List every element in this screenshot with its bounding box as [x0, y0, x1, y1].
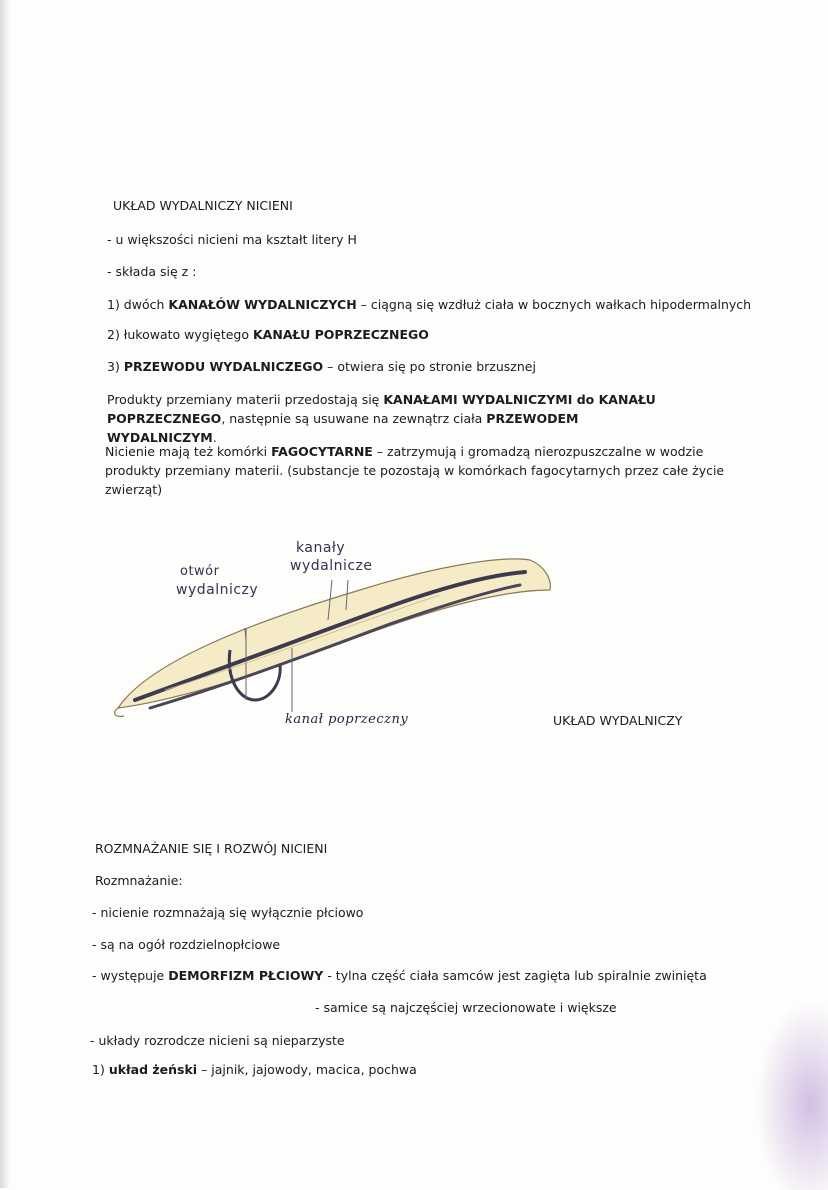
- paragraph-text: .: [212, 430, 217, 445]
- text-line: - są na ogół rozdzielnopłciowe: [92, 937, 281, 952]
- list-item-bold: KANAŁU POPRZECZNEGO: [253, 327, 429, 342]
- line-prefix: - występuje: [92, 968, 169, 983]
- paragraph-bold: FAGOCYTARNE: [271, 444, 373, 459]
- label-kanaly-line1: kanały: [296, 540, 346, 556]
- list-item-prefix: 1) dwóch: [107, 297, 169, 312]
- text-line: - układy rozrodcze nicieni są nieparzyste: [90, 1033, 345, 1048]
- text-line: - samice są najczęściej wrzecionowate i większe: [315, 1000, 617, 1015]
- list-item-rest: – otwiera się po stronie brzusznej: [323, 359, 536, 374]
- paragraph-bold: PRZEWODEM WYDALNICZYM: [107, 411, 579, 445]
- text-line: - nicienie rozmnażają się wyłącznie płciowo: [92, 905, 364, 920]
- label-kanal-poprzeczny: kanał poprzeczny: [285, 712, 409, 727]
- list-item-bold: KANAŁÓW WYDALNICZYCH: [168, 297, 357, 312]
- figure-caption: UKŁAD WYDALNICZY: [553, 713, 683, 728]
- section-title-excretory: UKŁAD WYDALNICZY NICIENI: [113, 198, 293, 213]
- paragraph-text: Nicienie mają też komórki: [105, 444, 272, 459]
- text-line-dimorphism: [92, 968, 707, 983]
- line-bold: układ żeński: [108, 1062, 198, 1077]
- line-rest: - tylna część ciała samców jest zagięta lub spiralnie zwinięta: [323, 968, 707, 983]
- list-item-bold: PRZEWODU WYDALNICZEGO: [123, 359, 324, 374]
- label-otwor-line1: otwór: [180, 564, 220, 579]
- text-line: - u większości nicieni ma kształt litery H: [107, 232, 357, 247]
- worm-tail-end: [115, 708, 124, 716]
- paragraph-text: , następnie są usuwane na zewnątrz ciała: [221, 411, 487, 426]
- line-prefix: 1): [92, 1062, 109, 1077]
- list-item-prefix: 2) łukowato wygiętego: [107, 327, 253, 342]
- label-kanaly-line2: wydalnicze: [290, 558, 373, 574]
- list-item-rest: – ciągną się wzdłuż ciała w bocznych wałkach hipodermalnych: [356, 297, 752, 312]
- list-item-prefix: 3): [107, 359, 124, 374]
- paragraph-text: – zatrzymują i gromadzą nierozpuszczalne w wodzie produkty przemiany materii. (substancje te pozostają w komórkach fagocytarnych przez całe życie zwierząt): [105, 444, 725, 497]
- text-line-female-system: [92, 1062, 417, 1077]
- paragraph-text: Produkty przemiany materii przedostają się: [107, 392, 384, 407]
- paragraph-bold: KANAŁAMI WYDALNICZYMI do KANAŁU POPRZECZNEGO: [107, 392, 656, 426]
- subheading: Rozmnażanie:: [95, 873, 183, 888]
- line-bold: DEMORFIZM PŁCIOWY: [168, 968, 324, 983]
- line-rest: – jajnik, jajowody, macica, pochwa: [197, 1062, 417, 1077]
- section-title-reproduction: ROZMNAŻANIE SIĘ I ROZWÓJ NICIENI: [95, 841, 328, 856]
- label-otwor-line2: wydalniczy: [176, 582, 259, 598]
- text-line: - składa się z :: [107, 264, 197, 279]
